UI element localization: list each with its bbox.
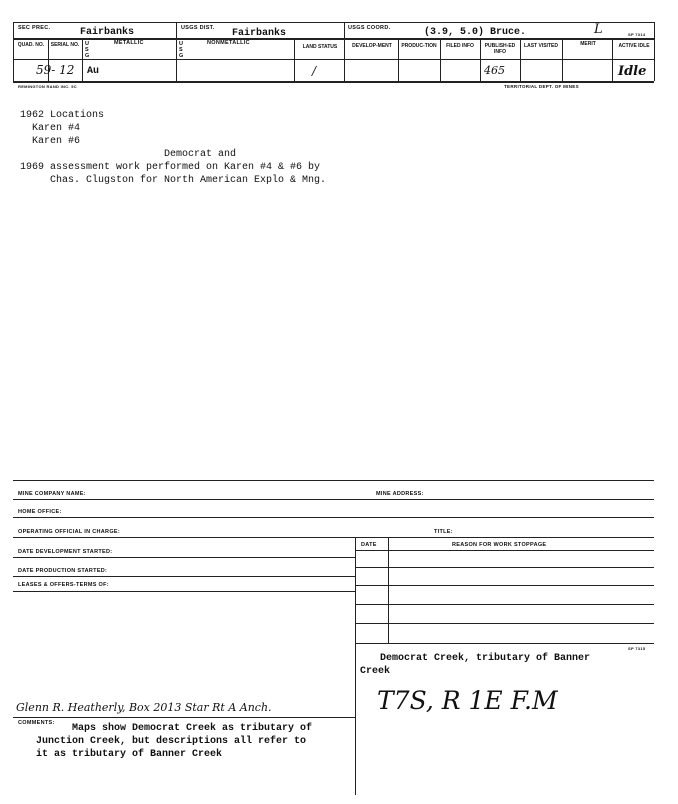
home-office-label: HOME OFFICE: [18,509,62,515]
published-info-value: 465 [484,64,505,77]
development-label: DEVELOP-MENT [352,43,392,49]
land-status-label: LAND STATUS [302,44,338,50]
coord-mark: L [594,22,603,37]
date-development-label: DATE DEVELOPMENT STARTED: [18,549,113,555]
metallic-value: Au [87,66,100,77]
operating-official-label: OPERATING OFFICIAL IN CHARGE: [18,529,120,535]
usgs-coord-label: USGS COORD. [348,25,391,31]
body-line-5: 1969 assessment work performed on Karen #4 & #6 by [20,162,321,173]
merit-label: MERIT [580,41,596,47]
nonmetallic-label: NONMETALLIC [207,40,250,46]
body-line-4: Democrat and [20,149,237,160]
creek-line-2: Creek [360,666,391,677]
production-label: PRODUC-TION [401,43,437,49]
serial-no-label: SERIAL NO. [50,42,80,48]
signature: Glenn R. Heatherly, Box 2013 Star Rt A Anch. [16,701,272,714]
date-label: DATE [361,542,377,548]
active-idle-value: Idle [618,64,647,79]
title-label: TITLE: [434,529,453,535]
usgs-dist-value: Fairbanks [232,28,287,39]
form-number: SP 7314 [628,32,646,37]
last-visited-label: LAST VISITED [524,43,558,49]
mine-address-label: MINE ADDRESS: [376,491,424,497]
usgs-dist-label: USGS DIST. [181,25,215,31]
metallic-label: METALLIC [114,40,144,46]
body-line-3: Karen #6 [20,136,81,147]
land-status-value: / [312,64,317,78]
published-info-label: PUBLISH-ED INFO [484,43,516,55]
comments-line-1: Maps show Democrat Creek as tributary of [72,723,313,734]
nonmet-prefix: U S G [179,41,184,59]
comments-line-3: it as tributary of Banner Creek [36,749,223,760]
usgs-coord-value: (3.9, 5.0) Bruce. [424,27,527,38]
department-imprint: TERRITORIAL DEPT. OF MINES [504,84,579,89]
body-line-2: Karen #4 [20,123,81,134]
form-divider [13,480,654,481]
date-production-label: DATE PRODUCTION STARTED: [18,568,108,574]
quad-no-label: QUAD. NO. [17,42,45,48]
comments-line-2: Junction Creek, but descriptions all refer to [36,736,307,747]
mine-company-label: MINE COMPANY NAME: [18,491,86,497]
filed-info-label: FILED INFO [446,43,474,49]
comments-label: COMMENTS: [18,720,55,726]
usgs-prefix: U S G [85,41,90,59]
reason-label: REASON FOR WORK STOPPAGE [452,542,547,548]
body-line-1: 1962 Locations [20,110,105,121]
active-idle-label: ACTIVE IDLE [618,43,650,49]
quad-serial-value: 59- 12 [36,63,75,77]
form-number-2: SP 7315 [628,646,646,651]
sec-prec-label: SEC PREC. [18,25,51,31]
printer-imprint: REMINGTON RAND INC. 5C [18,84,77,89]
body-line-6: Chas. Clugston for North American Explo & Mng. [20,175,327,186]
sec-prec-value: Fairbanks [80,27,135,38]
leases-label: LEASES & OFFERS-TERMS OF: [18,582,109,588]
location-handwritten: T7S, R 1E F.M [377,686,558,715]
creek-line-1: Democrat Creek, tributary of Banner [380,653,591,664]
